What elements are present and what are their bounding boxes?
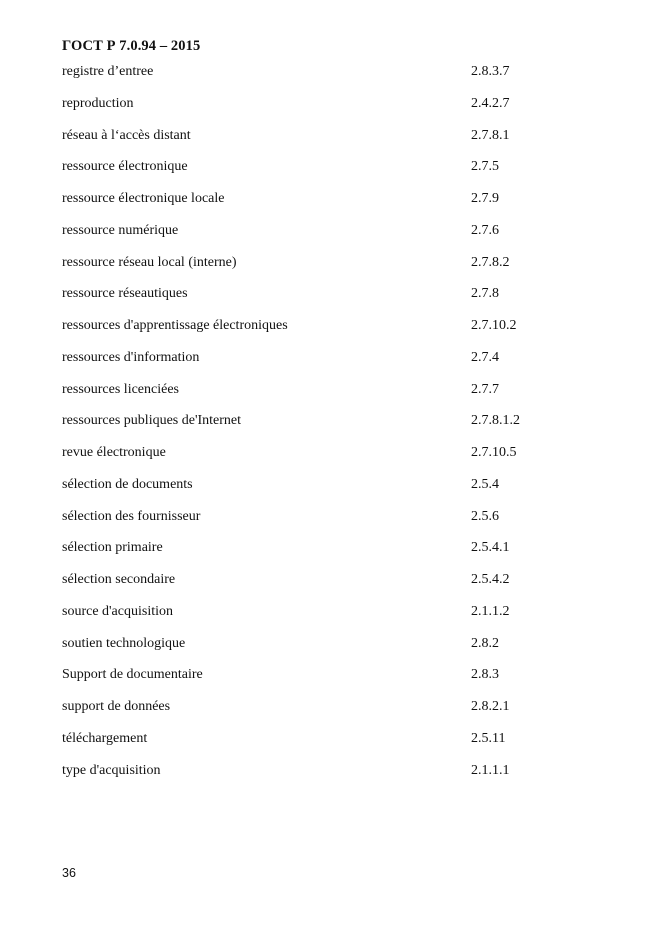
index-term: ressources publiques de'Internet bbox=[62, 413, 242, 429]
index-term: ressources d'information bbox=[62, 349, 200, 365]
index-entry bbox=[62, 411, 582, 443]
index-code: 2.7.7 bbox=[471, 381, 499, 397]
index-code: 2.5.6 bbox=[471, 508, 499, 524]
index-term: ressource électronique locale bbox=[62, 191, 225, 206]
index-term: type d'acquisition bbox=[62, 762, 161, 778]
index-term: Support de documentaire bbox=[62, 667, 203, 683]
index-code: 2.7.9 bbox=[471, 191, 499, 206]
index-code: 2.7.5 bbox=[471, 159, 499, 175]
index-entry bbox=[62, 316, 582, 348]
index-entry bbox=[62, 253, 582, 285]
index-code: 2.8.2.1 bbox=[471, 699, 510, 714]
index-term: téléchargement bbox=[62, 730, 148, 746]
index-code: 2.7.8.1.2 bbox=[471, 413, 520, 429]
index-entry bbox=[62, 443, 582, 475]
index-term: reproduction bbox=[62, 95, 134, 111]
index-entry bbox=[62, 94, 582, 126]
index-entry bbox=[62, 126, 582, 158]
index-term: ressources d'apprentissage électroniques bbox=[62, 318, 288, 333]
index-entry bbox=[62, 665, 582, 697]
index-code: 2.1.1.1 bbox=[471, 762, 510, 778]
index-code: 2.5.4.1 bbox=[471, 540, 510, 556]
index-entry bbox=[62, 570, 582, 602]
index-entry bbox=[62, 284, 582, 316]
index-term: ressource réseau local (interne) bbox=[62, 254, 237, 270]
index-term: réseau à l‘accès distant bbox=[62, 127, 191, 143]
index-term: ressource réseautiques bbox=[62, 286, 188, 302]
index-entry bbox=[62, 157, 582, 189]
index-term: ressources licenciées bbox=[62, 381, 179, 397]
index-entry bbox=[62, 538, 582, 570]
index-entry bbox=[62, 507, 582, 539]
index-entry bbox=[62, 697, 582, 729]
index-entry bbox=[62, 729, 582, 761]
index-entry bbox=[62, 348, 582, 380]
index-entry bbox=[62, 761, 582, 793]
index-term: sélection secondaire bbox=[62, 572, 176, 587]
index-code: 2.4.2.7 bbox=[471, 95, 510, 111]
index-code: 2.7.4 bbox=[471, 349, 499, 365]
index-code: 2.5.4 bbox=[471, 476, 499, 492]
page-number: 36 bbox=[62, 866, 76, 880]
index-entry bbox=[62, 602, 582, 634]
index-code: 2.7.10.5 bbox=[471, 445, 517, 460]
index-entry bbox=[62, 189, 582, 221]
index-code: 2.7.10.2 bbox=[471, 318, 517, 333]
index-code: 2.1.1.2 bbox=[471, 603, 510, 619]
index-code: 2.8.3 bbox=[471, 667, 499, 683]
index-term: sélection primaire bbox=[62, 540, 163, 556]
index-term: sélection de documents bbox=[62, 476, 193, 492]
index-code: 2.8.3.7 bbox=[471, 64, 510, 79]
index-code: 2.5.11 bbox=[471, 730, 506, 746]
index-term: soutien technologique bbox=[62, 635, 186, 651]
index-term: sélection des fournisseur bbox=[62, 508, 201, 524]
index-code: 2.7.8 bbox=[471, 286, 499, 302]
index-code: 2.8.2 bbox=[471, 635, 499, 651]
index-code: 2.5.4.2 bbox=[471, 572, 510, 587]
index-term: registre d’entree bbox=[62, 64, 154, 79]
index-code: 2.7.8.2 bbox=[471, 254, 510, 270]
index-entry bbox=[62, 221, 582, 253]
index-term: revue électronique bbox=[62, 445, 166, 460]
index-term: source d'acquisition bbox=[62, 603, 173, 619]
index-entry bbox=[62, 62, 582, 94]
index-entry bbox=[62, 380, 582, 412]
index-entry bbox=[62, 475, 582, 507]
index-term: support de données bbox=[62, 699, 171, 714]
document-header: ГОСТ Р 7.0.94 – 2015 bbox=[62, 38, 201, 54]
index-code: 2.7.8.1 bbox=[471, 127, 510, 143]
index-list bbox=[62, 62, 582, 792]
index-code: 2.7.6 bbox=[471, 222, 499, 238]
index-entry bbox=[62, 634, 582, 666]
index-term: ressource électronique bbox=[62, 159, 188, 175]
index-term: ressource numérique bbox=[62, 222, 179, 238]
